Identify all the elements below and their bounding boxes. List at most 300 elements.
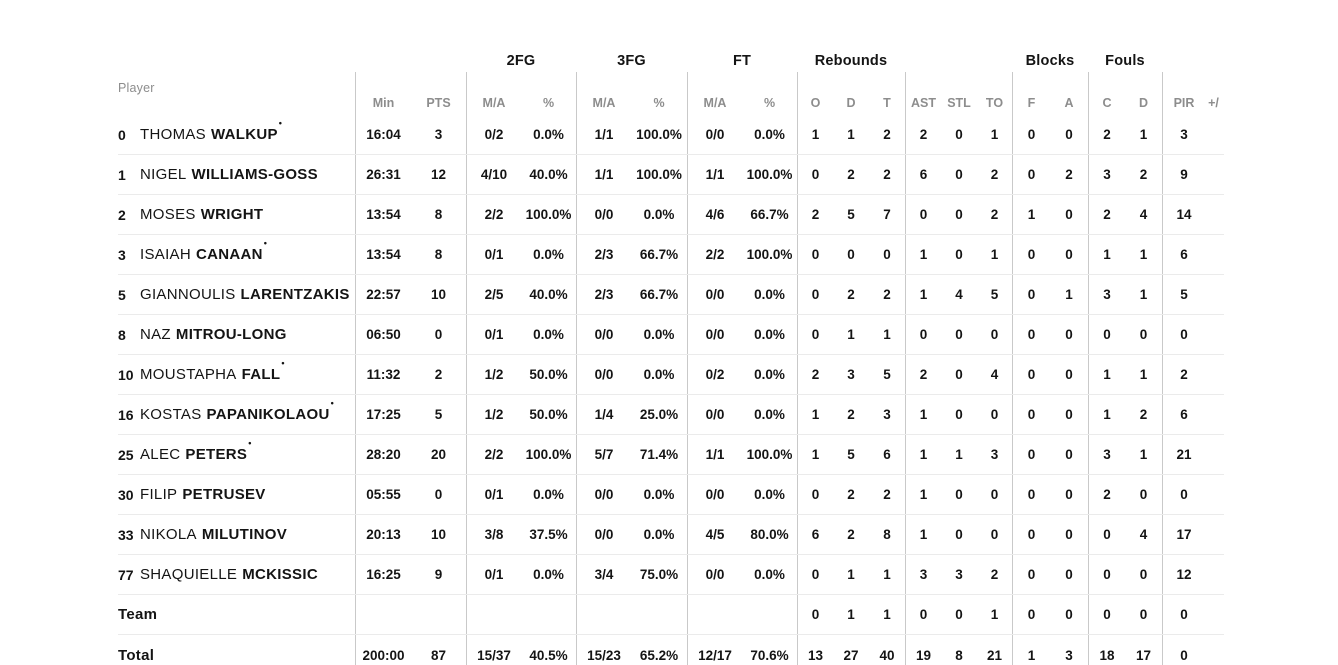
reb-t-cell: 5	[883, 367, 891, 382]
foul-d-cell: 1	[1139, 287, 1148, 302]
blk-a-cell: 0	[1065, 487, 1073, 502]
jersey-number: 0	[118, 126, 126, 143]
reb-t-cell: 1	[883, 567, 891, 582]
pir-cell: 5	[1162, 275, 1205, 314]
column-header-to: TO	[985, 96, 1004, 110]
player-last-name: WALKUP	[210, 126, 278, 143]
column-header-2fg-ma: M/A	[466, 72, 521, 115]
2fg-pct-cell: 0.0%	[533, 567, 564, 582]
player-first-name: MOUSTAPHA	[140, 366, 237, 383]
player-cell	[118, 635, 355, 665]
reb-o-cell: 1	[797, 435, 833, 474]
min-cell: 13:54	[355, 235, 411, 274]
ft-pct-cell: 100.0%	[746, 167, 793, 182]
ast-cell: 1	[905, 235, 941, 274]
jersey-number: 3	[118, 246, 126, 263]
reb-o-cell: 0	[797, 275, 833, 314]
pir-cell: 17	[1162, 515, 1205, 554]
player-row	[118, 155, 1224, 195]
3fg-ma-cell: 2/3	[576, 275, 631, 314]
player-first-name: MOSES	[140, 206, 196, 223]
ft-ma-cell: 0/0	[687, 475, 742, 514]
foul-d-cell: 17	[1135, 647, 1152, 663]
plusminus-cell	[1205, 355, 1222, 394]
blk-f-cell: 1	[1012, 635, 1050, 665]
stl-cell: 8	[955, 647, 963, 663]
player-row	[118, 115, 1224, 155]
stl-cell: 1	[955, 447, 963, 462]
foul-d-cell: 1	[1139, 127, 1148, 142]
ft-pct-cell: 80.0%	[750, 527, 789, 542]
plusminus-cell	[1205, 435, 1222, 474]
pir-cell: 6	[1162, 235, 1205, 274]
ft-ma-cell: 2/2	[687, 235, 742, 274]
pts-cell: 20	[430, 447, 447, 462]
reb-d-cell: 1	[847, 127, 855, 142]
2fg-ma-cell: 1/2	[466, 355, 521, 394]
plusminus-cell	[1205, 555, 1222, 594]
column-header-blk-a: A	[1064, 96, 1074, 110]
min-cell: 13:54	[355, 195, 411, 234]
reb-t-cell: 6	[883, 447, 891, 462]
reb-o-cell: 13	[797, 635, 833, 665]
column-header-row	[118, 72, 1224, 115]
column-header-foul-d: D	[1138, 96, 1149, 110]
ft-pct-cell: 70.6%	[750, 647, 789, 663]
3fg-ma-cell: 15/23	[576, 635, 631, 665]
plusminus-cell	[1205, 595, 1222, 634]
min-cell: 17:25	[355, 395, 411, 434]
blk-f-cell: 0	[1012, 355, 1050, 394]
column-header-pir: PIR	[1162, 72, 1205, 115]
foul-d-cell: 0	[1139, 327, 1148, 342]
blk-f-cell: 0	[1012, 595, 1050, 634]
foul-d-cell: 4	[1139, 527, 1148, 542]
3fg-pct-cell	[631, 595, 687, 634]
reb-d-cell: 2	[847, 527, 855, 542]
starter-indicator: •	[330, 398, 334, 408]
player-cell	[118, 155, 355, 194]
jersey-number: 25	[118, 446, 134, 463]
stl-cell: 3	[955, 567, 963, 582]
blk-a-cell: 0	[1065, 327, 1073, 342]
min-cell: 11:32	[355, 355, 411, 394]
to-cell: 5	[990, 287, 999, 302]
2fg-ma-cell: 2/2	[466, 195, 521, 234]
column-header-reb-o: O	[797, 72, 833, 115]
stl-cell: 0	[955, 127, 963, 142]
2fg-ma-cell: 0/1	[466, 555, 521, 594]
3fg-pct-cell: 66.7%	[639, 287, 679, 302]
to-cell: 0	[990, 487, 999, 502]
reb-d-cell: 1	[847, 567, 855, 582]
ft-pct-cell: 0.0%	[754, 367, 785, 382]
blk-f-cell: 0	[1012, 315, 1050, 354]
blk-a-cell: 0	[1065, 607, 1073, 622]
player-row	[118, 555, 1224, 595]
blk-a-cell: 0	[1065, 527, 1073, 542]
to-cell: 21	[986, 647, 1003, 663]
plusminus-cell	[1205, 235, 1222, 274]
pir-cell: 6	[1162, 395, 1205, 434]
foul-c-cell: 0	[1088, 595, 1125, 634]
group-header-blocks: Blocks	[1025, 53, 1075, 69]
pir-cell: 3	[1162, 115, 1205, 154]
ft-ma-cell: 1/1	[687, 155, 742, 194]
foul-c-cell: 0	[1088, 515, 1125, 554]
ast-cell: 1	[905, 475, 941, 514]
ft-pct-cell: 100.0%	[746, 447, 793, 462]
ast-cell: 6	[905, 155, 941, 194]
2fg-pct-cell: 37.5%	[529, 527, 568, 542]
min-cell: 16:25	[355, 555, 411, 594]
pir-cell: 0	[1162, 315, 1205, 354]
reb-d-cell: 5	[847, 447, 855, 462]
foul-d-cell: 1	[1139, 367, 1148, 382]
ft-ma-cell: 0/0	[687, 275, 742, 314]
blk-f-cell: 0	[1012, 555, 1050, 594]
player-last-name: CANAAN	[195, 246, 263, 263]
player-first-name: GIANNOULIS	[140, 286, 236, 303]
2fg-pct-cell: 50.0%	[529, 407, 568, 422]
player-cell	[118, 595, 355, 634]
player-first-name: ALEC	[140, 446, 181, 463]
reb-o-cell: 2	[797, 195, 833, 234]
foul-c-cell: 1	[1088, 395, 1125, 434]
reb-t-cell: 3	[883, 407, 891, 422]
player-last-name: LARENTZAKIS	[240, 286, 350, 303]
group-header-ft: FT	[732, 53, 752, 69]
foul-d-cell: 2	[1139, 407, 1148, 422]
player-row	[118, 275, 1224, 315]
reb-d-cell: 5	[847, 207, 855, 222]
reb-t-cell: 1	[883, 607, 891, 622]
starter-indicator: •	[263, 238, 267, 248]
ft-pct-cell: 0.0%	[754, 487, 785, 502]
ft-ma-cell: 0/0	[687, 555, 742, 594]
blk-f-cell: 0	[1012, 275, 1050, 314]
foul-d-cell: 0	[1139, 607, 1148, 622]
foul-d-cell: 1	[1139, 247, 1148, 262]
reb-d-cell: 27	[843, 647, 859, 663]
3fg-ma-cell: 0/0	[576, 195, 631, 234]
plusminus-cell	[1205, 115, 1222, 154]
reb-t-cell: 2	[883, 487, 891, 502]
reb-o-cell: 2	[797, 355, 833, 394]
player-first-name: FILIP	[140, 486, 178, 503]
pts-cell: 0	[434, 487, 443, 502]
reb-o-cell: 0	[797, 475, 833, 514]
plusminus-cell	[1205, 395, 1222, 434]
reb-o-cell: 1	[797, 115, 833, 154]
2fg-ma-cell: 3/8	[466, 515, 521, 554]
blk-a-cell: 3	[1065, 647, 1073, 663]
pir-cell: 0	[1162, 635, 1205, 665]
pir-cell: 0	[1162, 595, 1205, 634]
ast-cell: 2	[905, 115, 941, 154]
reb-d-cell: 2	[847, 167, 855, 182]
foul-d-cell: 0	[1139, 487, 1148, 502]
plusminus-cell	[1205, 635, 1222, 665]
reb-t-cell: 1	[883, 327, 891, 342]
blk-f-cell: 0	[1012, 515, 1050, 554]
to-cell: 2	[990, 207, 999, 222]
ft-ma-cell: 0/0	[687, 395, 742, 434]
blk-a-cell: 1	[1065, 287, 1073, 302]
to-cell: 1	[990, 127, 999, 142]
reb-t-cell: 2	[883, 167, 891, 182]
reb-o-cell: 0	[797, 555, 833, 594]
to-cell: 0	[990, 407, 999, 422]
foul-c-cell: 2	[1088, 115, 1125, 154]
reb-t-cell: 8	[883, 527, 891, 542]
starter-indicator: •	[248, 438, 252, 448]
2fg-ma-cell: 0/1	[466, 315, 521, 354]
ast-cell: 0	[905, 595, 941, 634]
ft-ma-cell: 0/0	[687, 315, 742, 354]
3fg-ma-cell: 0/0	[576, 355, 631, 394]
3fg-pct-cell: 0.0%	[643, 207, 675, 222]
blk-a-cell: 0	[1065, 367, 1073, 382]
3fg-pct-cell: 100.0%	[636, 167, 682, 182]
group-header-fouls: Fouls	[1105, 53, 1145, 69]
stl-cell: 0	[955, 367, 963, 382]
pts-cell: 10	[430, 287, 447, 302]
group-header-rebounds: Rebounds	[814, 53, 888, 69]
reb-t-cell: 0	[883, 247, 891, 262]
reb-o-cell: 1	[797, 395, 833, 434]
2fg-ma-cell: 2/5	[466, 275, 521, 314]
plusminus-cell	[1205, 195, 1222, 234]
player-first-name: NIKOLA	[140, 526, 197, 543]
player-row	[118, 435, 1224, 475]
player-last-name: WRIGHT	[200, 206, 264, 223]
foul-c-cell: 18	[1088, 635, 1125, 665]
pir-cell: 9	[1162, 155, 1205, 194]
starter-indicator: •	[278, 118, 282, 128]
stl-cell: 0	[955, 527, 963, 542]
player-cell	[118, 555, 355, 594]
column-header-ft-ma: M/A	[687, 72, 742, 115]
pir-cell: 12	[1162, 555, 1205, 594]
3fg-ma-cell: 3/4	[576, 555, 631, 594]
pts-cell: 3	[434, 127, 443, 142]
column-header-min: Min	[355, 72, 411, 115]
3fg-ma-cell: 1/1	[576, 155, 631, 194]
ft-pct-cell	[742, 595, 797, 634]
column-header-reb-d: D	[846, 96, 856, 110]
player-row	[118, 635, 1224, 665]
pts-cell: 8	[434, 207, 443, 222]
player-last-name: PETRUSEV	[182, 486, 266, 503]
plusminus-cell	[1205, 515, 1222, 554]
reb-o-cell: 0	[797, 235, 833, 274]
3fg-pct-cell: 65.2%	[639, 647, 679, 663]
player-row	[118, 595, 1224, 635]
blk-a-cell: 0	[1065, 247, 1073, 262]
ft-ma-cell	[687, 595, 742, 634]
player-first-name: NIGEL	[140, 166, 187, 183]
player-last-name: PETERS	[185, 446, 248, 463]
blk-f-cell: 1	[1012, 195, 1050, 234]
to-cell: 0	[990, 527, 999, 542]
2fg-pct-cell: 100.0%	[525, 447, 572, 462]
3fg-pct-cell: 0.0%	[643, 367, 675, 382]
ast-cell: 0	[905, 315, 941, 354]
player-last-name: WILLIAMS-GOSS	[191, 166, 318, 183]
2fg-pct-cell: 0.0%	[533, 127, 564, 142]
player-last-name: Team	[118, 606, 158, 623]
reb-d-cell: 2	[847, 487, 855, 502]
player-cell	[118, 235, 355, 274]
player-last-name: MILUTINOV	[201, 526, 288, 543]
blk-f-cell: 0	[1012, 475, 1050, 514]
2fg-ma-cell: 2/2	[466, 435, 521, 474]
pts-cell: 87	[430, 647, 447, 663]
foul-c-cell: 3	[1088, 275, 1125, 314]
blk-f-cell: 0	[1012, 155, 1050, 194]
blk-f-cell: 0	[1012, 115, 1050, 154]
column-header-foul-c: C	[1088, 72, 1125, 115]
group-header-3fg: 3FG	[617, 53, 646, 69]
to-cell: 3	[990, 447, 999, 462]
player-cell	[118, 475, 355, 514]
plusminus-cell	[1205, 475, 1222, 514]
pts-cell: 8	[434, 247, 443, 262]
2fg-pct-cell: 0.0%	[533, 247, 564, 262]
2fg-pct-cell	[521, 595, 576, 634]
foul-d-cell: 2	[1139, 167, 1148, 182]
reb-d-cell: 1	[847, 327, 855, 342]
player-last-name: FALL	[241, 366, 281, 383]
player-first-name: SHAQUIELLE	[140, 566, 238, 583]
foul-d-cell: 0	[1139, 567, 1148, 582]
stl-cell: 0	[955, 167, 963, 182]
3fg-ma-cell: 0/0	[576, 315, 631, 354]
reb-o-cell: 0	[797, 595, 833, 634]
ast-cell: 3	[905, 555, 941, 594]
column-header-3fg-ma: M/A	[576, 72, 631, 115]
3fg-pct-cell: 66.7%	[639, 247, 679, 262]
min-cell: 06:50	[355, 315, 411, 354]
ft-pct-cell: 0.0%	[754, 127, 785, 142]
ast-cell: 1	[905, 435, 941, 474]
plusminus-cell	[1205, 155, 1222, 194]
min-cell: 05:55	[355, 475, 411, 514]
to-cell: 0	[990, 327, 999, 342]
reb-o-cell: 0	[797, 155, 833, 194]
column-header-player: Player	[118, 80, 155, 95]
stl-cell: 0	[955, 407, 963, 422]
2fg-ma-cell: 0/2	[466, 115, 521, 154]
column-header-blk-f: F	[1012, 72, 1050, 115]
ft-ma-cell: 12/17	[687, 635, 742, 665]
jersey-number: 2	[118, 206, 126, 223]
jersey-number: 1	[118, 166, 126, 183]
ft-pct-cell: 0.0%	[754, 567, 785, 582]
foul-c-cell: 1	[1088, 355, 1125, 394]
stl-cell: 0	[955, 487, 963, 502]
min-cell: 26:31	[355, 155, 411, 194]
3fg-pct-cell: 0.0%	[643, 327, 675, 342]
table-body	[118, 115, 1224, 665]
ft-pct-cell: 0.0%	[754, 407, 785, 422]
plusminus-cell	[1205, 275, 1222, 314]
2fg-ma-cell: 0/1	[466, 475, 521, 514]
player-first-name: ISAIAH	[140, 246, 191, 263]
player-cell	[118, 395, 355, 434]
3fg-pct-cell: 0.0%	[643, 527, 675, 542]
min-cell: 20:13	[355, 515, 411, 554]
player-cell	[118, 435, 355, 474]
column-header-reb-t: T	[883, 96, 891, 110]
3fg-pct-cell: 71.4%	[639, 447, 679, 462]
group-header-row	[118, 50, 1224, 72]
reb-t-cell: 40	[879, 647, 895, 663]
column-header-2fg-pct: %	[542, 96, 555, 110]
to-cell: 2	[990, 567, 999, 582]
2fg-pct-cell: 50.0%	[529, 367, 568, 382]
3fg-ma-cell: 1/1	[576, 115, 631, 154]
3fg-ma-cell: 2/3	[576, 235, 631, 274]
pts-cell: 12	[430, 167, 447, 182]
blk-a-cell: 0	[1065, 447, 1073, 462]
pts-cell	[411, 595, 466, 634]
player-row	[118, 315, 1224, 355]
ast-cell: 19	[905, 635, 941, 665]
ft-ma-cell: 4/5	[687, 515, 742, 554]
ft-ma-cell: 0/2	[687, 355, 742, 394]
to-cell: 1	[990, 247, 999, 262]
column-header-stl: STL	[947, 96, 971, 110]
jersey-number: 33	[118, 526, 134, 543]
3fg-pct-cell: 0.0%	[643, 487, 675, 502]
ft-ma-cell: 0/0	[687, 115, 742, 154]
reb-o-cell: 6	[797, 515, 833, 554]
player-first-name: THOMAS	[140, 126, 206, 143]
min-cell: 28:20	[355, 435, 411, 474]
reb-d-cell: 2	[847, 287, 855, 302]
player-cell	[118, 515, 355, 554]
2fg-ma-cell	[466, 595, 521, 634]
reb-d-cell: 2	[847, 407, 855, 422]
2fg-ma-cell: 4/10	[466, 155, 521, 194]
jersey-number: 30	[118, 486, 134, 503]
player-cell	[118, 115, 355, 154]
2fg-ma-cell: 0/1	[466, 235, 521, 274]
blk-a-cell: 2	[1065, 167, 1073, 182]
blk-f-cell: 0	[1012, 395, 1050, 434]
player-last-name: PAPANIKOLAOU	[206, 406, 330, 423]
foul-c-cell: 1	[1088, 235, 1125, 274]
2fg-ma-cell: 1/2	[466, 395, 521, 434]
pts-cell: 2	[434, 367, 443, 382]
player-cell	[118, 275, 355, 314]
column-header-pts: PTS	[426, 96, 451, 110]
reb-d-cell: 3	[847, 367, 855, 382]
ft-ma-cell: 1/1	[687, 435, 742, 474]
jersey-number: 5	[118, 286, 126, 303]
reb-t-cell: 2	[883, 127, 891, 142]
min-cell: 200:00	[355, 635, 411, 665]
foul-c-cell: 2	[1088, 475, 1125, 514]
pir-cell: 14	[1162, 195, 1205, 234]
player-last-name: Total	[118, 646, 155, 664]
blk-a-cell: 0	[1065, 567, 1073, 582]
ast-cell: 0	[905, 195, 941, 234]
jersey-number: 16	[118, 406, 134, 423]
column-header-ast: AST	[905, 72, 941, 115]
